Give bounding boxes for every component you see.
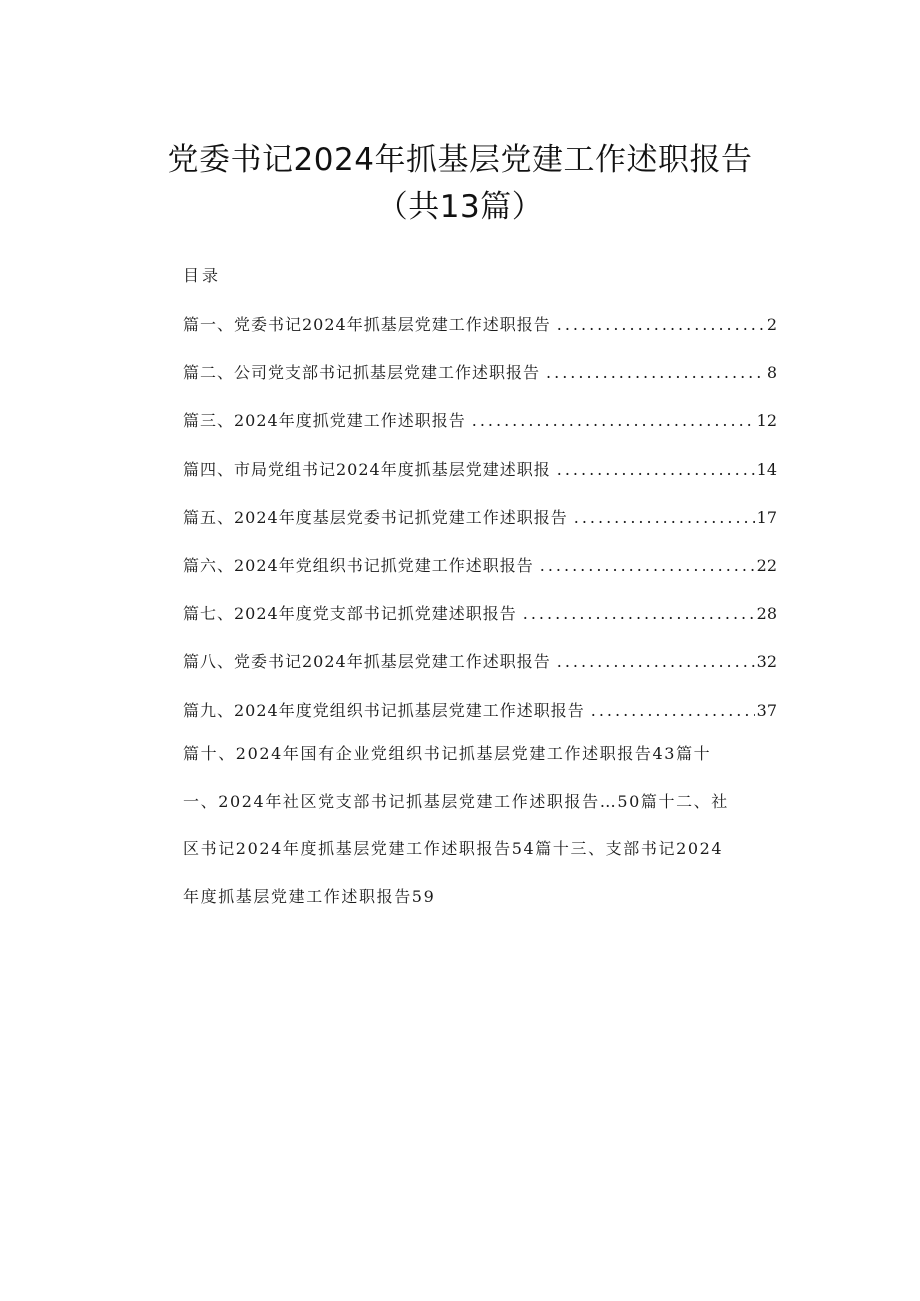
toc-entry-page: 8 (766, 363, 777, 383)
toc-entry[interactable] (183, 360, 777, 384)
document-subtitle: （共13篇） (376, 189, 544, 225)
toc-dot-leader (591, 701, 755, 720)
toc-entry-page: 14 (756, 459, 777, 479)
toc-run-on-line: 一、2024年社区党支部书记抓基层党建工作述职报告…50篇十二、社 (183, 791, 729, 811)
toc-entry-label: 篇四、市局党组书记2024年度抓基层党建述职报 (183, 459, 551, 479)
toc-entry-page: 28 (756, 604, 777, 624)
toc-entry[interactable] (183, 649, 777, 673)
toc-dot-leader (546, 363, 765, 382)
toc-entry-label: 篇三、2024年度抓党建工作述职报告 (183, 411, 466, 431)
toc-entry-label: 篇八、党委书记2024年抓基层党建工作述职报告 (183, 652, 551, 672)
toc-dot-leader (557, 652, 755, 671)
toc-run-on-line: 年度抓基层党建工作述职报告59 (183, 886, 436, 906)
toc-entry-page: 37 (756, 700, 777, 720)
toc-dot-leader (540, 556, 755, 575)
toc-entry-label: 篇二、公司党支部书记抓基层党建工作述职报告 (183, 363, 541, 383)
toc-dot-leader (472, 411, 755, 430)
toc-entry-label: 篇一、党委书记2024年抓基层党建工作述职报告 (183, 315, 551, 334)
toc-entry-label: 篇六、2024年党组织书记抓党建工作述职报告 (183, 556, 534, 575)
toc-entry-label: 篇五、2024年度基层党委书记抓党建工作述职报告 (183, 507, 568, 527)
toc-entry[interactable] (183, 601, 777, 625)
toc-run-on-line: 区书记2024年度抓基层党建工作述职报告54篇十三、支部书记2024 (183, 839, 724, 858)
toc-dot-leader (557, 460, 755, 479)
toc-entry-page: 12 (756, 411, 777, 431)
toc-entry-page: 22 (756, 556, 777, 575)
toc-entry[interactable] (183, 457, 777, 481)
toc-entry-label: 篇七、2024年度党支部书记抓党建述职报告 (183, 604, 517, 624)
toc-heading: 目录 (183, 266, 222, 285)
toc-entry-page: 17 (756, 507, 777, 527)
toc-entry-page: 2 (766, 315, 777, 334)
toc-entry[interactable] (183, 505, 777, 529)
toc-dot-leader (557, 315, 765, 334)
toc-entry[interactable] (183, 553, 777, 577)
document-title: 党委书记2024年抓基层党建工作述职报告 (167, 142, 753, 178)
toc-run-on-line: 篇十、2024年国有企业党组织书记抓基层党建工作述职报告43篇十 (183, 744, 712, 763)
toc-entry[interactable] (183, 312, 777, 336)
toc-entry[interactable] (183, 408, 777, 432)
toc-entry[interactable] (183, 698, 777, 722)
toc-dot-leader (523, 604, 755, 623)
toc-entry-label: 篇九、2024年度党组织书记抓基层党建工作述职报告 (183, 700, 585, 720)
toc-entry-page: 32 (756, 652, 777, 672)
toc-dot-leader (574, 508, 755, 527)
